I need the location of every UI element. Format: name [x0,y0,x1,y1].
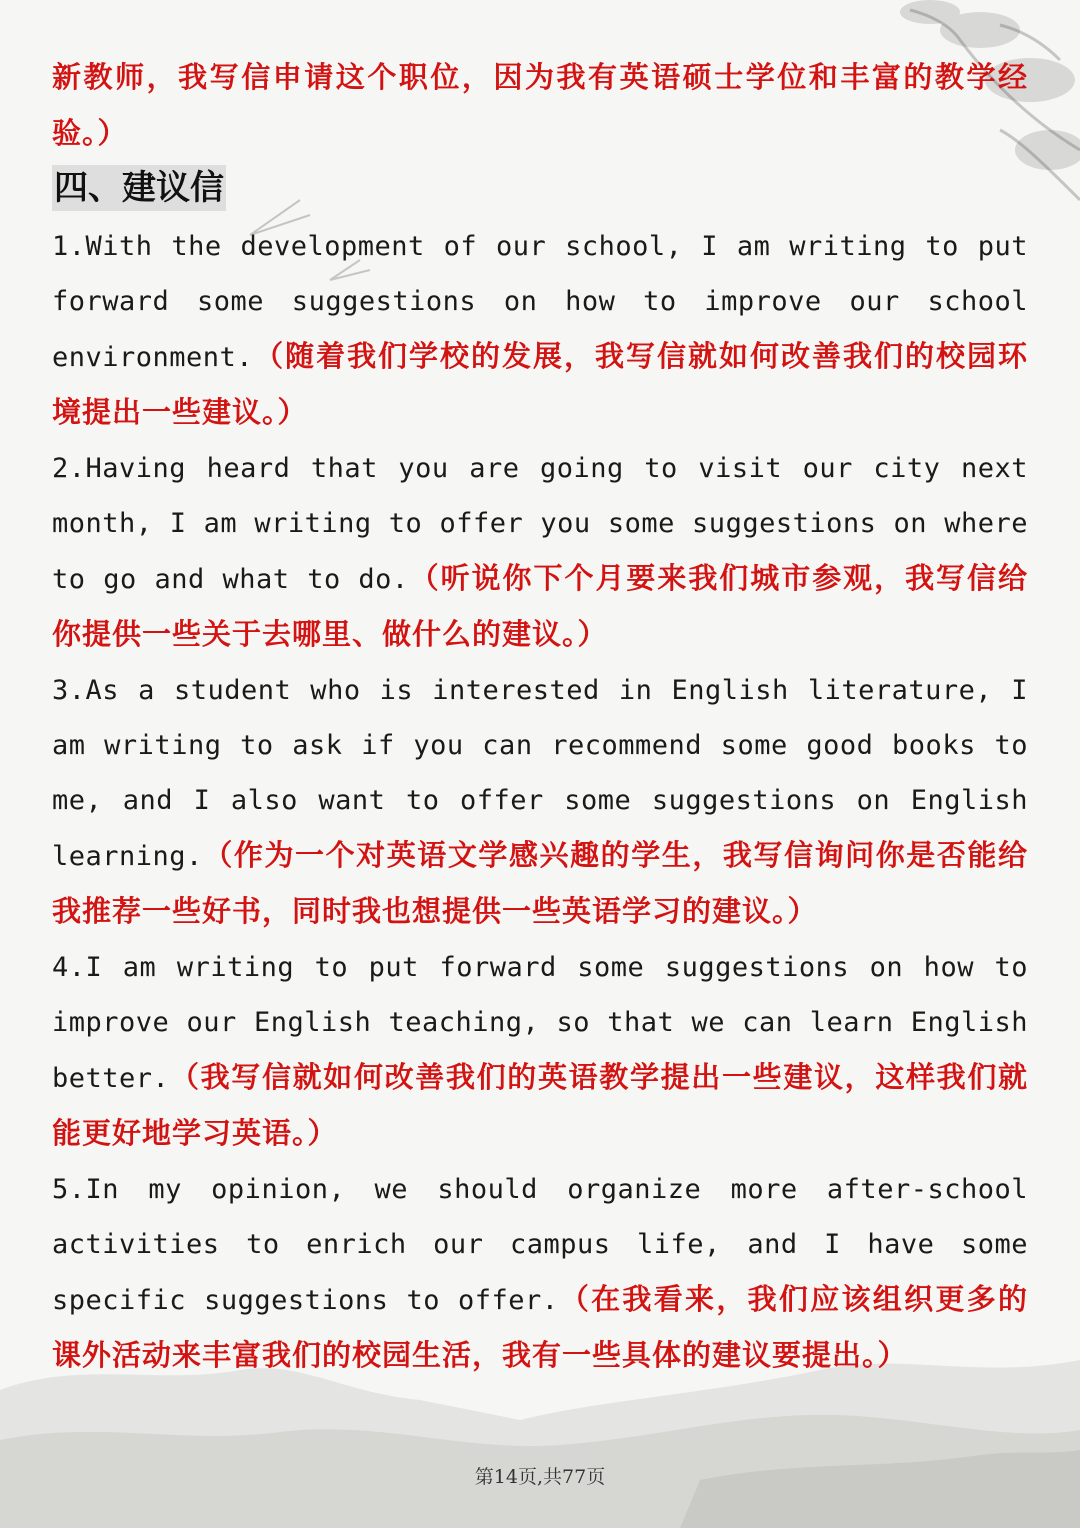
suggestion-translation: （在我看来，我们应该组织更多的课外活动来丰富我们的校园生活，我有一些具体的建议要提出。） [52,1282,1028,1372]
suggestion-item [52,219,1028,441]
suggestion-english: 5.In my opinion, we should organize more after-school activities to enrich our campus life, and I have some specific suggestions to offer. [52,1174,1028,1316]
suggestion-english: 4.I am writing to put forward some suggestions on how to improve our English teaching, so that we can learn English better. [52,952,1028,1094]
continuation-paragraph [52,50,1028,162]
suggestion-english: 2.Having heard that you are going to visit our city next month, I am writing to offer you some suggestions on where to go and what to do. [52,453,1028,595]
suggestion-item [52,663,1028,940]
document-body [52,50,1028,1384]
suggestion-translation: （听说你下个月要来我们城市参观，我写信给你提供一些关于去哪里、做什么的建议。） [52,561,1028,651]
suggestion-item [52,940,1028,1162]
suggestion-translation: （随着我们学校的发展，我写信就如何改善我们的校园环境提出一些建议。） [52,339,1028,429]
mountain-decoration [0,1360,1080,1528]
continuation-translation: 新教师，我写信申请这个职位，因为我有英语硕士学位和丰富的教学经验。） [52,60,1028,150]
page-number: 第14页,共77页 [474,1466,606,1488]
suggestion-english: 1.With the development of our school, I am writing to put forward some suggestions on how to improve our school environment. [52,231,1028,373]
suggestion-translation: （作为一个对英语文学感兴趣的学生，我写信询问你是否能给我推荐一些好书，同时我也想提供一些英语学习的建议。） [52,838,1028,928]
suggestion-english: 3.As a student who is interested in English literature, I am writing to ask if you can recommend some good books to me, and I also want to offer some suggestions on English learning. [52,675,1028,872]
suggestion-item [52,1162,1028,1384]
section-title: 四、建议信 [52,165,226,211]
suggestion-translation: （我写信就如何改善我们的英语教学提出一些建议，这样我们就能更好地学习英语。） [52,1060,1028,1150]
suggestion-item [52,441,1028,663]
